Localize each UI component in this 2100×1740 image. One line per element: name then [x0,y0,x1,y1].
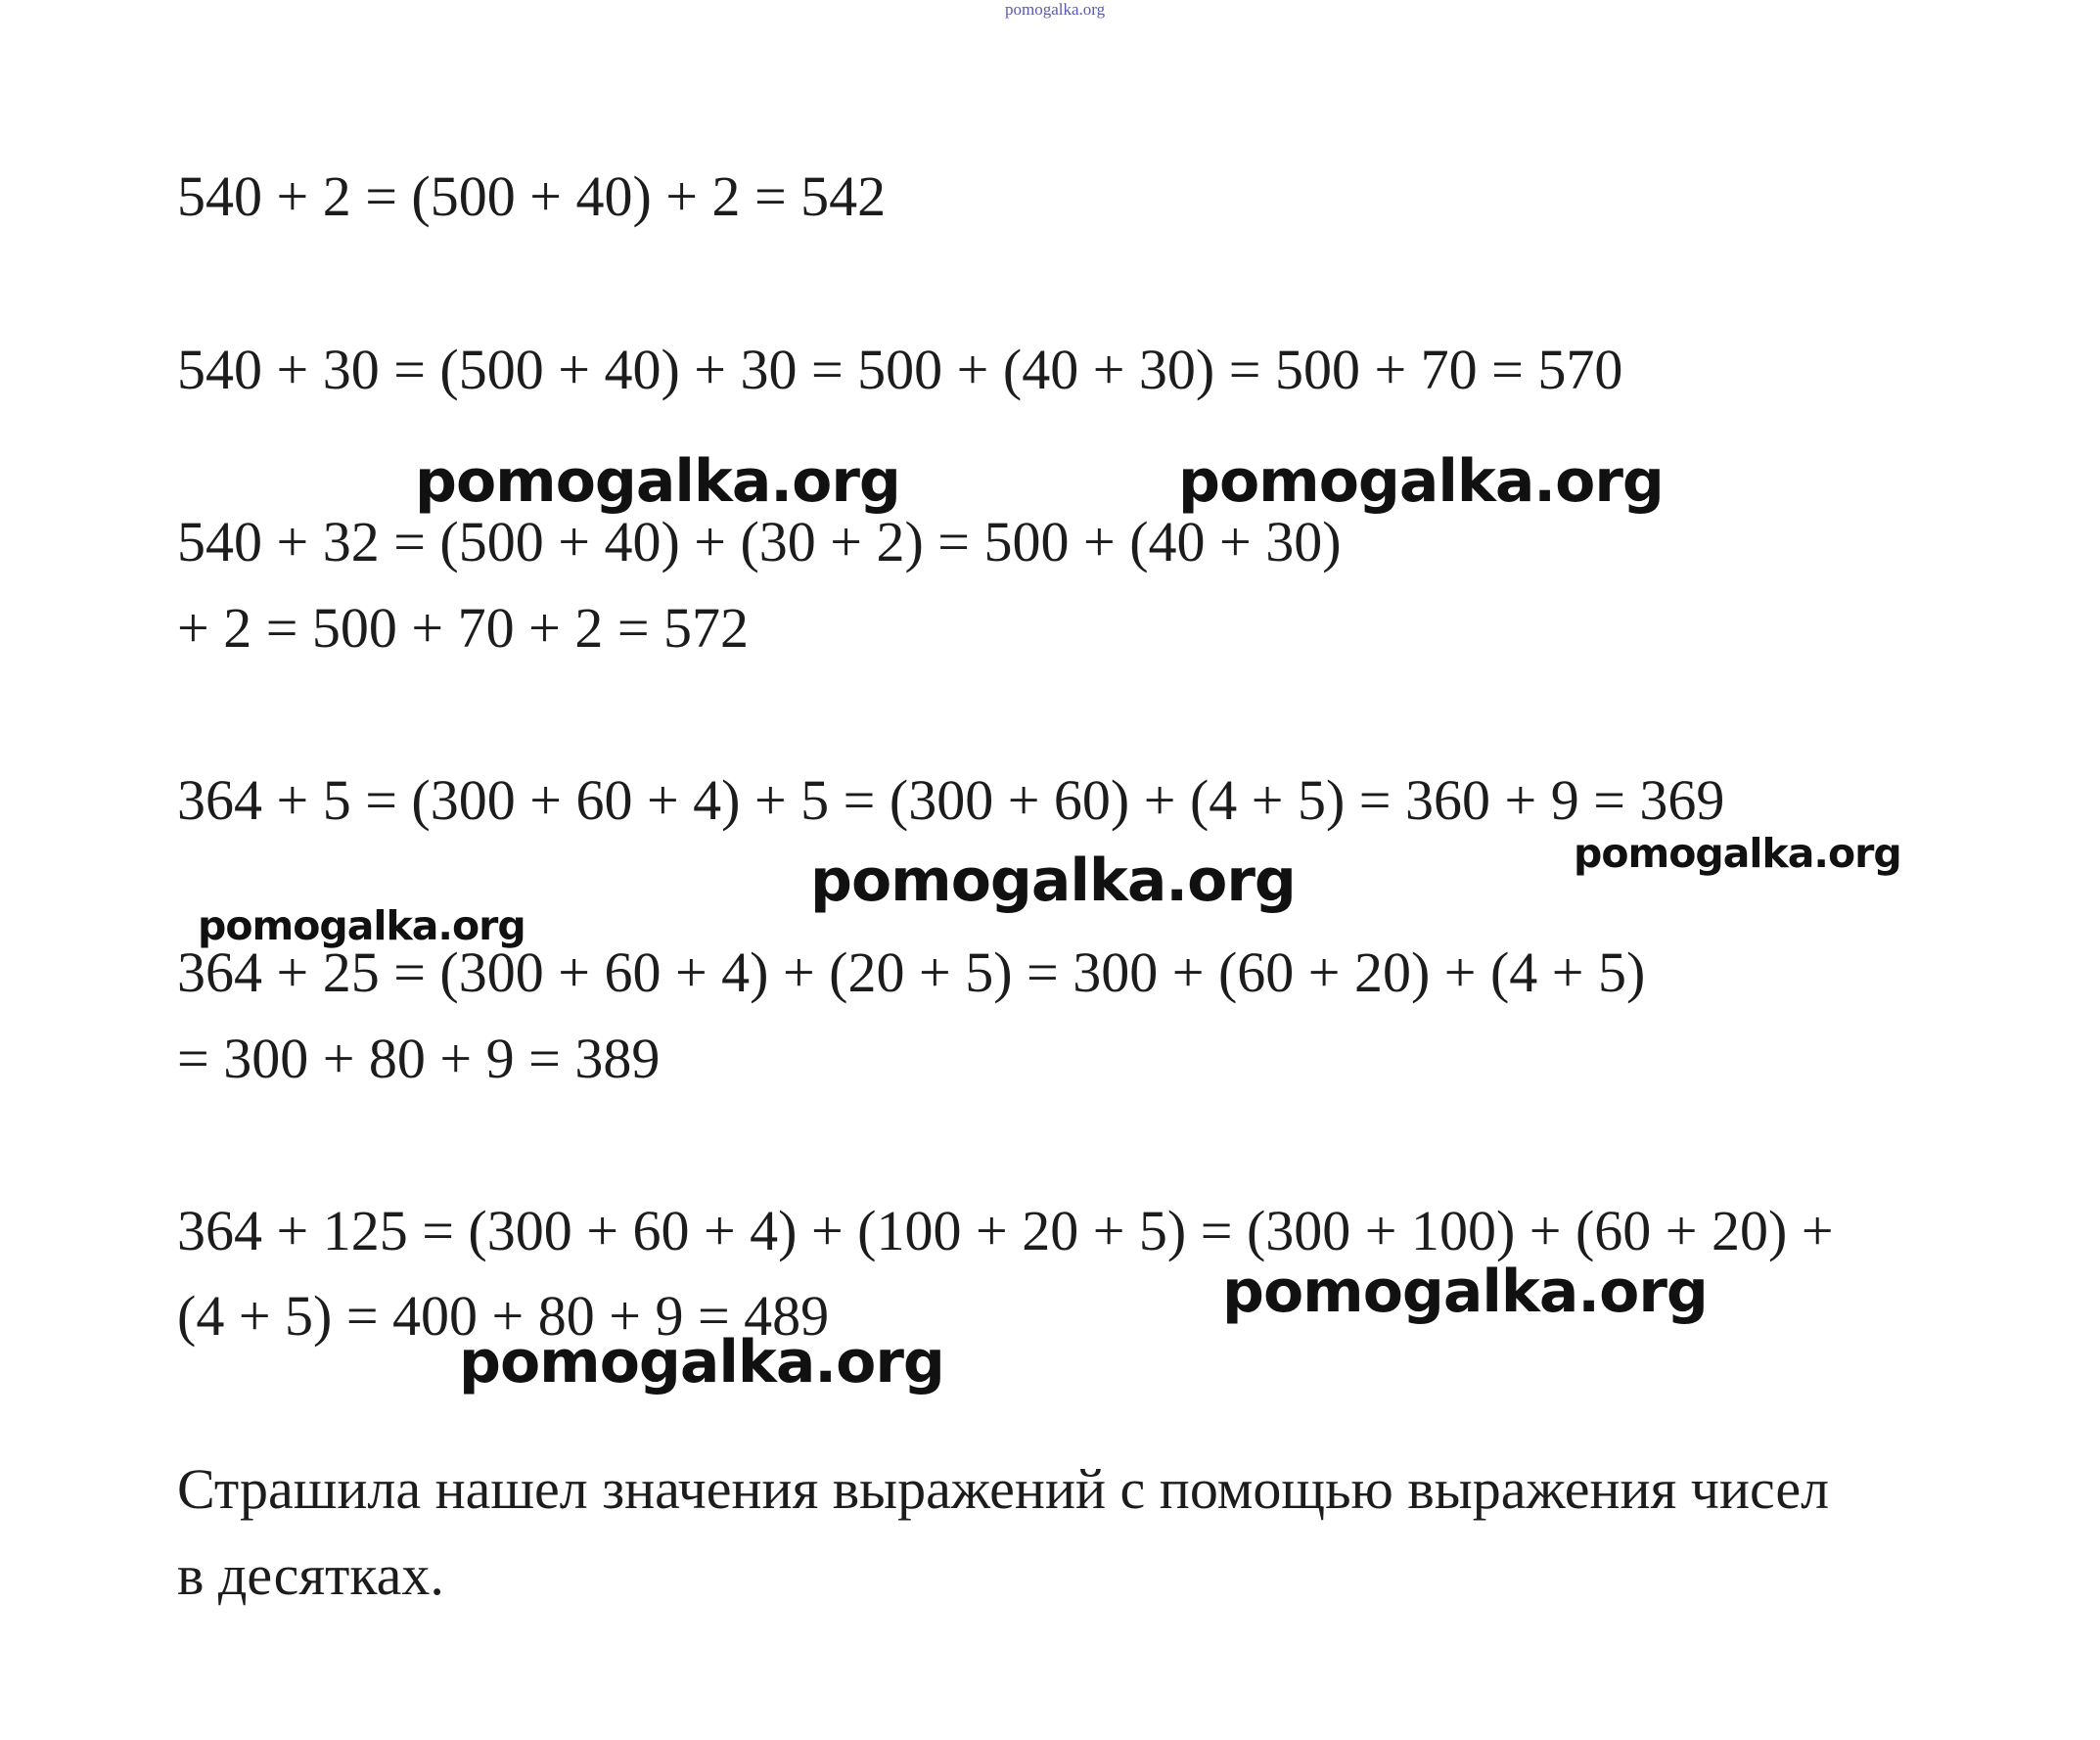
equation-line-2: 540 + 30 = (500 + 40) + 30 = 500 + (40 + 30) = 500 + 70 = 570 [177,338,1623,401]
watermark-4: pomogalka.org [1574,830,1901,877]
equation-line-6a: 364 + 125 = (300 + 60 + 4) + (100 + 20 + 5) = (300 + 100) + (60 + 20) + [177,1199,1834,1262]
equation-line-5b: = 300 + 80 + 9 = 389 [177,1027,661,1090]
conclusion-line-2: в десятках. [177,1543,444,1607]
equation-line-5a: 364 + 25 = (300 + 60 + 4) + (20 + 5) = 300 + (60 + 20) + (4 + 5) [177,940,1646,1004]
equation-line-1: 540 + 2 = (500 + 40) + 2 = 542 [177,164,887,228]
equation-line-4: 364 + 5 = (300 + 60 + 4) + 5 = (300 + 60) + (4 + 5) = 360 + 9 = 369 [177,768,1725,832]
watermark-2: pomogalka.org [1178,447,1664,516]
header-watermark: pomogalka.org [1005,0,1106,19]
watermark-1: pomogalka.org [415,447,900,516]
equation-line-3b: + 2 = 500 + 70 + 2 = 572 [177,596,750,660]
watermark-3: pomogalka.org [810,847,1296,915]
watermark-6: pomogalka.org [1222,1258,1708,1326]
conclusion-line-1: Страшила нашел значения выражений с помощью выражения чисел [177,1457,1830,1521]
equation-line-3a: 540 + 32 = (500 + 40) + (30 + 2) = 500 + (40 + 30) [177,510,1342,573]
equation-line-6b: (4 + 5) = 400 + 80 + 9 = 489 [177,1284,830,1348]
watermark-7: pomogalka.org [459,1328,944,1397]
watermark-5: pomogalka.org [198,902,525,949]
